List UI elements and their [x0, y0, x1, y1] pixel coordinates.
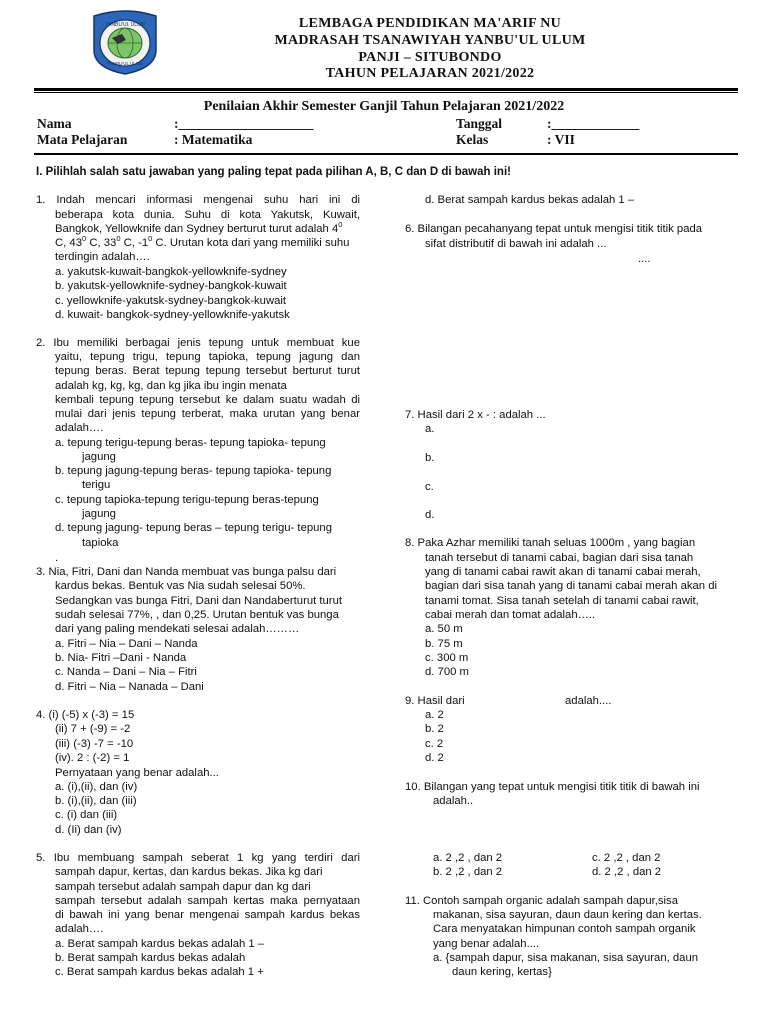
q5-line: adalah…. [55, 923, 104, 935]
q11-line: 11. Contoh sampah organic adalah sampah dapur,sisa [405, 895, 678, 907]
q2-option-c-cont: jagung [82, 508, 116, 520]
q8-line: tanah tersebut di tanami cabai, bagian dari sisa tanah [425, 552, 694, 564]
header-rule-thick [34, 88, 738, 91]
q8-line: 8. Paka Azhar memiliki tanah seluas 1000m , yang bagian [405, 537, 696, 549]
q2-line: adalah kg, kg, kg, dan kg jika ibu ingin menata [55, 380, 287, 392]
q10-option-c[interactable]: c. 2 ,2 , dan 2 [592, 852, 661, 864]
kelas-value: : VII [547, 132, 575, 147]
q1-line: Bangkok, Yellowknife dan Sydney berturut turut adalah $4^0$ [55, 220, 343, 235]
q4-option-c[interactable]: c. (i) dan (iii) [55, 809, 118, 821]
q2-line: 2. Ibu memiliki berbagai jenis tepung untuk membuat kue [36, 337, 360, 349]
q5-line: 5. Ibu membuang sampah seberat 1 kg yang terdiri dari [36, 852, 360, 864]
q5-option-d[interactable]: d. Berat sampah kardus bekas adalah 1 – [425, 194, 635, 206]
q2-line: adalah…. [55, 422, 104, 434]
school-location: PANJI – SITUBONDO [358, 50, 502, 65]
q5-line: sampah tersebut adalah sampah kertas maka pernyataan [55, 895, 360, 907]
q2-line: tepung beras. Berat tepung tepung tersebut berturut turut [55, 365, 360, 377]
q1-line: 1. Indah mencari informasi mengenai suhu hari ini di [36, 194, 360, 206]
school-name: MADRASAH TSANAWIYAH YANBU'UL ULUM [274, 33, 586, 48]
q3-option-c[interactable]: c. Nanda – Dani – Nia – Fitri [55, 666, 197, 678]
q11-option-a[interactable]: a. {sampah dapur, sisa makanan, sisa sayuran, daun [433, 952, 699, 964]
q6-line: 6. Bilangan pecahanyang tepat untuk mengisi titik titik pada [405, 223, 703, 235]
logo-text-top: YANBU'UL ULUM [105, 22, 145, 28]
q5-line: sampah dapur, kertas, dan kardus bekas. Jika kg dari [55, 866, 323, 878]
q9-option-d[interactable]: d. 2 [425, 752, 444, 764]
q8-line: cabai merah dan tomat adalah….. [425, 609, 596, 621]
q4-option-a[interactable]: a. (i),(ii), dan (iv) [55, 781, 138, 793]
q10-option-d[interactable]: d. 2 ,2 , dan 2 [592, 866, 662, 878]
q3-line: dari yang paling mendekati selesai adalah……… [55, 623, 300, 635]
q1-option-a[interactable]: a. yakutsk-kuwait-bangkok-yellowknife-sydney [55, 266, 287, 278]
q7-option-a[interactable]: a. [425, 423, 435, 435]
q7-option-d[interactable]: d. [425, 509, 435, 521]
q4-line: (iii) (-3) -7 = -10 [55, 738, 134, 750]
q2-option-b[interactable]: b. tepung jagung-tepung beras- tepung tapioka- tepung [55, 465, 332, 477]
q4-option-b[interactable]: b. (i),(ii), dan (iii) [55, 795, 137, 807]
mapel-label: Mata Pelajaran [37, 132, 128, 147]
kelas-label: Kelas [456, 132, 489, 147]
q10-option-b[interactable]: b. 2 ,2 , dan 2 [433, 866, 503, 878]
q7-line: 7. Hasil dari 2 x - : adalah ... [405, 409, 546, 421]
q11-line: makanan, sisa sayuran, daun daun kering dan kertas. [433, 909, 702, 921]
q2-line: kembali tepung tepung tersebut ke dalam suatu wadah di [55, 394, 360, 406]
logo-text-bottom: YANBU'UL ULUM [107, 61, 143, 66]
q3-line: Sedangkan vas bunga Fitri, Dani dan Nandaberturut turut [55, 595, 342, 607]
q8-option-a[interactable]: a. 50 m [425, 623, 463, 635]
header-rule-thin [34, 92, 738, 93]
q2-option-a[interactable]: a. tepung terigu-tepung beras- tepung tapioka- tepung [55, 437, 326, 449]
q1-line: terdingin adalah…. [55, 251, 150, 263]
q9-line: 9. Hasil dari [405, 695, 465, 707]
q4-line: 4. (i) (-5) x (-3) = 15 [36, 709, 135, 721]
q9-option-c[interactable]: c. 2 [425, 738, 444, 750]
q8-line: yang di tanami cabai rawit akan di tanami cabai merah, [425, 566, 701, 578]
q6-blank: .... [638, 253, 651, 265]
q4-line: (ii) 7 + (-9) = -2 [55, 723, 131, 735]
q3-option-b[interactable]: b. Nia- Fitri –Dani - Nanda [55, 652, 187, 664]
q8-option-b[interactable]: b. 75 m [425, 638, 463, 650]
q7-option-c[interactable]: c. [425, 481, 434, 493]
q5-option-b[interactable]: b. Berat sampah kardus bekas adalah [55, 952, 246, 964]
q5-line: di bawah ini yang benar mengenai sampah kardus bekas [55, 909, 360, 921]
q8-option-d[interactable]: d. 700 m [425, 666, 469, 678]
q2-line: mulai dari jenis tepung terberat, maka urutan yang benar [55, 408, 360, 420]
q2-option-b-cont: terigu [82, 479, 111, 491]
q3-line: sudah selesai 77%, , dan 0,25. Urutan bentuk vas bunga [55, 609, 339, 621]
q1-option-c[interactable]: c. yellowknife-yakutsk-sydney-bangkok-kuwait [55, 295, 287, 307]
q6-line: sifat distributif di bawah ini adalah ... [425, 238, 607, 250]
institution-name: LEMBAGA PENDIDIKAN MA'ARIF NU [298, 16, 562, 31]
q7-option-b[interactable]: b. [425, 452, 435, 464]
q5-option-c[interactable]: c. Berat sampah kardus bekas adalah 1 + [55, 966, 264, 978]
q11-line: yang benar adalah.... [433, 938, 540, 950]
q5-option-a[interactable]: a. Berat sampah kardus bekas adalah 1 – [55, 938, 265, 950]
exam-title: Penilaian Akhir Semester Ganjil Tahun Pelajaran 2021/2022 [203, 99, 565, 114]
q4-line: Pernyataan yang benar adalah... [55, 767, 219, 779]
q10-option-a[interactable]: a. 2 ,2 , dan 2 [433, 852, 503, 864]
q9-option-a[interactable]: a. 2 [425, 709, 444, 721]
school-logo [88, 10, 162, 76]
q1-option-b[interactable]: b. yakutsk-yellowknife-sydney-bangkok-kuwait [55, 280, 287, 292]
q10-line: adalah.. [433, 795, 474, 807]
q4-line: (iv). 2 : (-2) = 1 [55, 752, 130, 764]
academic-year: TAHUN PELAJARAN 2021/2022 [325, 66, 535, 81]
q1-option-d[interactable]: d. kuwait- bangkok-sydney-yellowknife-yakutsk [55, 309, 290, 321]
q5-line: sampah tersebut adalah sampah dapur dan kg dari [55, 881, 311, 893]
q8-option-c[interactable]: c. 300 m [425, 652, 469, 664]
q10-line: 10. Bilangan yang tepat untuk mengisi titik titik di bawah ini [405, 781, 700, 793]
q8-line: tanami tomat. Sisa tanah setelah di tanami cabai rawit, [425, 595, 699, 607]
section-instruction: I. Pilihlah salah satu jawaban yang paling tepat pada pilihan A, B, C dan D di bawah ini! [36, 166, 511, 178]
q2-option-d[interactable]: d. tepung jagung- tepung beras – tepung terigu- tepung [55, 522, 332, 534]
q2-dot: . [55, 552, 59, 564]
nama-field[interactable]: :____________________ [174, 116, 314, 131]
q11-line: Cara menyatakan himpunan contoh sampah organik [433, 923, 696, 935]
tanggal-label: Tanggal [456, 116, 503, 131]
q3-line: 3. Nia, Fitri, Dani dan Nanda membuat vas bunga palsu dari [36, 566, 337, 578]
q3-option-d[interactable]: d. Fitri – Nia – Nanada – Dani [55, 681, 204, 693]
q2-option-c[interactable]: c. tepung tapioka-tepung terigu-tepung beras-tepung [55, 494, 319, 506]
q3-line: kardus bekas. Bentuk vas Nia sudah selesai 50%. [55, 580, 306, 592]
mapel-value: : Matematika [174, 132, 253, 147]
q9-option-b[interactable]: b. 2 [425, 723, 444, 735]
tanggal-field[interactable]: :_____________ [547, 116, 640, 131]
nama-label: Nama [37, 116, 72, 131]
q11-option-a-cont: daun kering, kertas} [452, 966, 552, 978]
q2-option-d-cont: tapioka [82, 537, 119, 549]
q4-option-d[interactable]: d. (Ii) dan (iv) [55, 824, 122, 836]
q9-line-end: adalah.... [565, 695, 612, 707]
q2-line: yaitu, tepung trigu, tepung tapioka, tepung jagung dan [55, 351, 360, 363]
q2-option-a-cont: jagung [82, 451, 116, 463]
q1-line: C, $43^0$ C, $33^0$ C, $-1^0$ C. Urutan kota dari yang memiliki suhu [55, 234, 350, 249]
identity-rule [34, 153, 738, 155]
q3-option-a[interactable]: a. Fitri – Nia – Dani – Nanda [55, 638, 198, 650]
q1-line: beberapa kota dunia. Suhu di kota Yakutsk, Kuwait, [55, 209, 360, 221]
q8-line: bagian dari sisa tanah yang di tanami cabai merah akan di [425, 580, 718, 592]
